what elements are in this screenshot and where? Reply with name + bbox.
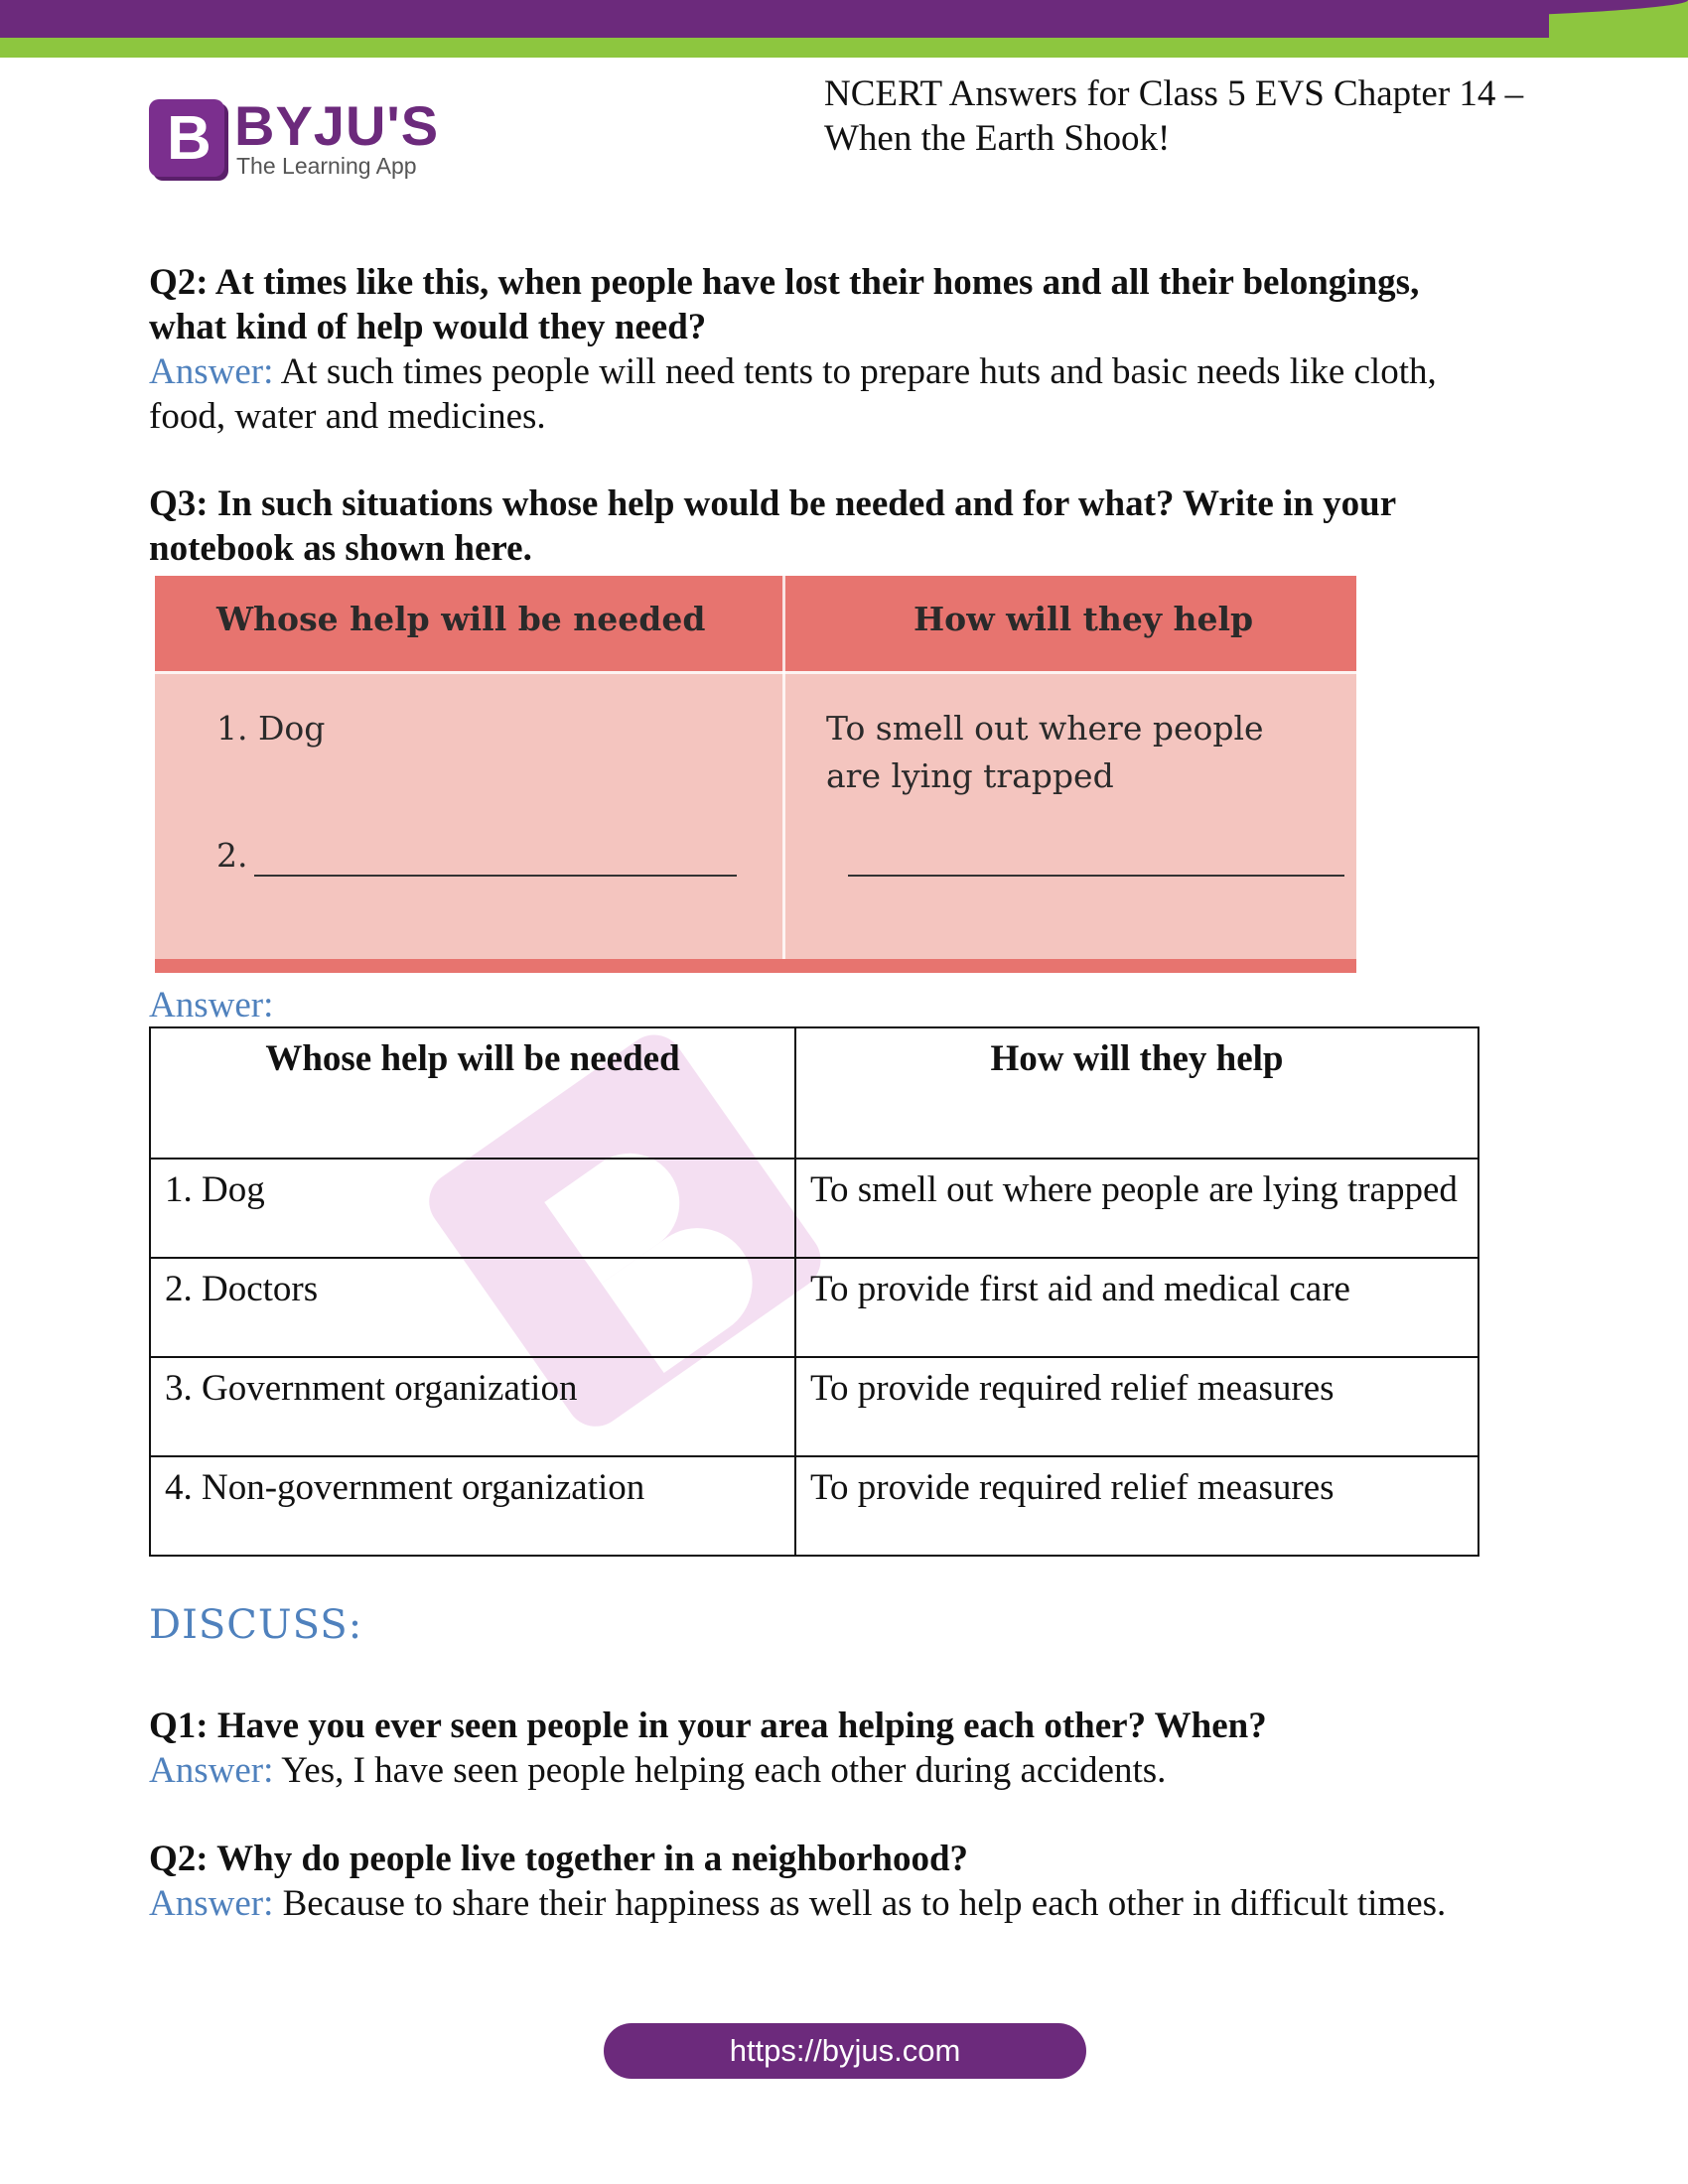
table-header-row	[150, 1027, 1478, 1159]
q2-question: Q2: At times like this, when people have lost their homes and all their belongings,	[149, 262, 1420, 303]
q2-answer: Answer: At such times people will need tents to prepare huts and basic needs like cloth,	[149, 351, 1437, 392]
page-title	[824, 71, 1579, 161]
logo-word: BYJU'S	[234, 94, 440, 157]
answer-label: Answer:	[149, 1883, 274, 1924]
textbook-table-bottom	[155, 959, 1356, 973]
table-cell: 4. Non-government organization	[150, 1456, 795, 1556]
answer-label: Answer:	[149, 985, 274, 1025]
table-row	[150, 1159, 1478, 1258]
textbook-col2-header: How will they help	[914, 600, 1254, 638]
table-cell: To smell out where people are lying trapped	[795, 1159, 1478, 1258]
q2-question-cont: what kind of help would they need?	[149, 307, 707, 347]
discuss-q1-block	[149, 1704, 1539, 1793]
logo-tagline: The Learning App	[236, 153, 417, 179]
q2-block	[149, 260, 1539, 439]
discuss-q2-question: Q2: Why do people live together in a neighborhood?	[149, 1839, 969, 1879]
footer-url-link[interactable]: https://byjus.com	[604, 2023, 1086, 2079]
table-header-cell: How will they help	[795, 1027, 1478, 1159]
table-row	[150, 1456, 1478, 1556]
textbook-row1-col2-line1: To smell out where people	[826, 709, 1264, 748]
textbook-row1-col2-line2: are lying trapped	[826, 756, 1114, 795]
textbook-row1-col1: 1. Dog	[216, 709, 326, 748]
discuss-q1-answer: Answer: Yes, I have seen people helping each other during accidents.	[149, 1750, 1167, 1791]
textbook-table-image	[155, 576, 1356, 973]
textbook-row2-col1: 2.	[216, 836, 248, 875]
discuss-q2-block	[149, 1837, 1539, 1926]
divider	[155, 671, 1356, 674]
discuss-q1-question: Q1: Have you ever seen people in your area helping each other? When?	[149, 1706, 1267, 1746]
table-cell: To provide first aid and medical care	[795, 1258, 1478, 1357]
top-decor-bar	[0, 0, 1688, 60]
discuss-q2-answer: Answer: Because to share their happiness as well as to help each other in difficult times.	[149, 1883, 1447, 1924]
answer-table	[149, 1026, 1479, 1557]
divider	[782, 576, 785, 963]
table-row	[150, 1258, 1478, 1357]
page-title-line1: NCERT Answers for Class 5 EVS Chapter 14 –	[824, 73, 1524, 114]
table-cell: 3. Government organization	[150, 1357, 795, 1456]
blank-line	[848, 875, 1344, 877]
q2-answer-cont: food, water and medicines.	[149, 396, 546, 437]
table-cell: 2. Doctors	[150, 1258, 795, 1357]
q3-question-cont: notebook as shown here.	[149, 528, 532, 569]
table-cell: To provide required relief measures	[795, 1456, 1478, 1556]
table-row	[150, 1357, 1478, 1456]
table-cell: 1. Dog	[150, 1159, 795, 1258]
textbook-col1-header: Whose help will be needed	[216, 600, 706, 638]
logo-b-icon: B	[149, 99, 224, 177]
table-cell: To provide required relief measures	[795, 1357, 1478, 1456]
discuss-heading: DISCUSS:	[149, 1602, 363, 1648]
q3-block	[149, 481, 1539, 571]
q3-question: Q3: In such situations whose help would be needed and for what? Write in your	[149, 483, 1397, 524]
answer-label: Answer:	[149, 351, 274, 392]
page-title-line2: When the Earth Shook!	[824, 118, 1171, 159]
blank-line	[254, 875, 737, 877]
byjus-logo	[149, 94, 447, 181]
answer-label: Answer:	[149, 1750, 274, 1791]
table-header-cell: Whose help will be needed	[150, 1027, 795, 1159]
